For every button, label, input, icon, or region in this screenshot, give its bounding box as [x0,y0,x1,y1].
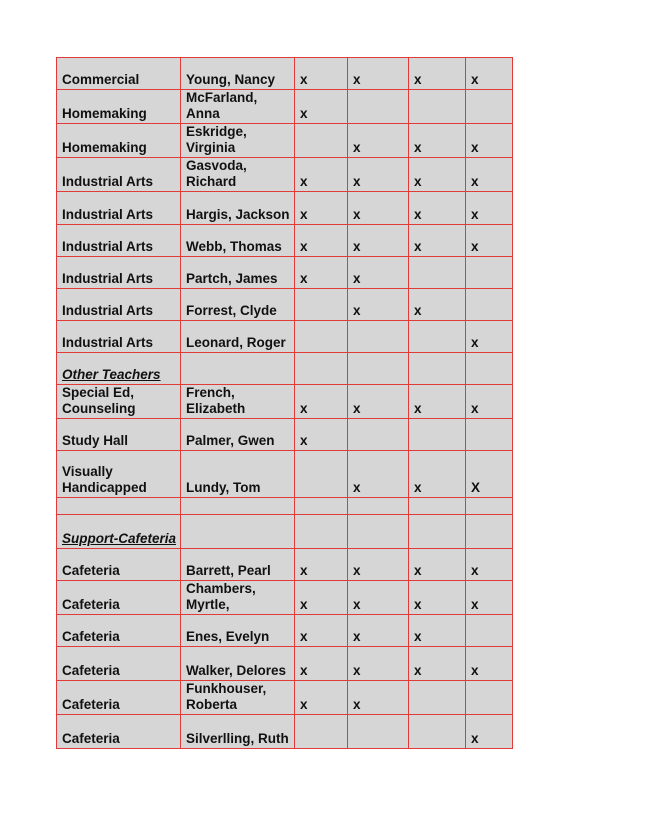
mark-cell [466,90,513,124]
mark-cell: x [409,385,466,419]
mark-cell: x [348,647,409,681]
mark-cell: x [409,124,466,158]
staff-name-cell: McFarland, Anna [181,90,295,124]
section-row [57,353,513,385]
mark-cell: x [348,158,409,192]
mark-cell: x [466,58,513,90]
department-cell: Industrial Arts [57,192,181,225]
table-row [57,615,513,647]
empty-cell [466,515,513,549]
mark-cell: x [295,225,348,257]
mark-cell: x [348,289,409,321]
mark-cell: x [409,225,466,257]
mark-cell [409,681,466,715]
empty-cell [409,498,466,515]
table-row [57,549,513,581]
mark-cell: x [409,158,466,192]
empty-cell [181,498,295,515]
empty-cell [181,515,295,549]
table-row [57,58,513,90]
mark-cell: x [466,385,513,419]
department-cell: Commercial [57,58,181,90]
staff-name-cell: Eskridge, Virginia [181,124,295,158]
mark-cell [466,681,513,715]
mark-cell: x [409,58,466,90]
table-row [57,90,513,124]
mark-cell [409,90,466,124]
staff-name-cell: Chambers, Myrtle, [181,581,295,615]
empty-cell [466,353,513,385]
mark-cell: x [348,549,409,581]
department-cell: Industrial Arts [57,257,181,289]
mark-cell [295,321,348,353]
mark-cell: x [295,58,348,90]
mark-cell: x [348,451,409,498]
empty-cell [295,353,348,385]
mark-cell [466,615,513,647]
mark-cell: x [466,158,513,192]
mark-cell: x [348,581,409,615]
mark-cell: x [409,289,466,321]
staff-roster-table [56,57,513,749]
mark-cell: x [466,581,513,615]
staff-name-cell: Hargis, Jackson [181,192,295,225]
table-row [57,681,513,715]
table-row [57,385,513,419]
mark-cell [295,124,348,158]
mark-cell: x [295,257,348,289]
mark-cell: x [295,681,348,715]
department-cell: Cafeteria [57,715,181,749]
mark-cell: x [295,385,348,419]
mark-cell [348,90,409,124]
empty-cell [348,353,409,385]
mark-cell: x [295,192,348,225]
staff-name-cell: Leonard, Roger [181,321,295,353]
mark-cell [295,715,348,749]
department-cell: Cafeteria [57,581,181,615]
mark-cell: x [348,225,409,257]
table-row [57,192,513,225]
section-row [57,515,513,549]
department-cell: Industrial Arts [57,225,181,257]
mark-cell: x [466,192,513,225]
mark-cell [348,321,409,353]
department-cell: Cafeteria [57,681,181,715]
section-label: Support-Cafeteria [57,515,181,549]
staff-name-cell: Lundy, Tom [181,451,295,498]
department-cell: Cafeteria [57,549,181,581]
table-row [57,419,513,451]
department-cell: Special Ed, Counseling [57,385,181,419]
mark-cell [409,419,466,451]
table-row [57,451,513,498]
table-row [57,257,513,289]
staff-name-cell: Silverlling, Ruth [181,715,295,749]
mark-cell [295,451,348,498]
department-cell: Study Hall [57,419,181,451]
empty-cell [295,498,348,515]
mark-cell [409,321,466,353]
empty-cell [409,353,466,385]
department-cell: Homemaking [57,124,181,158]
table-row [57,158,513,192]
mark-cell [409,715,466,749]
staff-name-cell: Palmer, Gwen [181,419,295,451]
mark-cell: X [466,451,513,498]
table-row [57,647,513,681]
empty-cell [348,515,409,549]
mark-cell: x [348,257,409,289]
staff-name-cell: French, Elizabeth [181,385,295,419]
mark-cell: x [466,124,513,158]
mark-cell: x [295,158,348,192]
mark-cell: x [409,581,466,615]
mark-cell: x [466,715,513,749]
mark-cell [348,419,409,451]
mark-cell: x [466,549,513,581]
empty-cell [57,498,181,515]
staff-name-cell: Webb, Thomas [181,225,295,257]
mark-cell: x [466,321,513,353]
staff-name-cell: Barrett, Pearl [181,549,295,581]
staff-name-cell: Funkhouser, Roberta [181,681,295,715]
mark-cell: x [348,124,409,158]
mark-cell: x [295,549,348,581]
staff-name-cell: Enes, Evelyn [181,615,295,647]
mark-cell [466,419,513,451]
table-row [57,321,513,353]
mark-cell: x [348,385,409,419]
table-row [57,124,513,158]
mark-cell: x [348,615,409,647]
table-row [57,715,513,749]
mark-cell [295,289,348,321]
department-cell: Cafeteria [57,647,181,681]
mark-cell: x [295,581,348,615]
department-cell: Visually Handicapped [57,451,181,498]
empty-cell [348,498,409,515]
mark-cell: x [409,192,466,225]
department-cell: Industrial Arts [57,321,181,353]
mark-cell: x [348,681,409,715]
mark-cell: x [466,225,513,257]
mark-cell: x [295,90,348,124]
mark-cell: x [409,451,466,498]
department-cell: Cafeteria [57,615,181,647]
staff-name-cell: Gasvoda, Richard [181,158,295,192]
mark-cell [348,715,409,749]
mark-cell: x [295,647,348,681]
mark-cell: x [348,58,409,90]
table-row [57,225,513,257]
roster-body [57,58,513,749]
staff-name-cell: Walker, Delores [181,647,295,681]
mark-cell: x [466,647,513,681]
mark-cell [409,257,466,289]
empty-cell [466,498,513,515]
empty-cell [295,515,348,549]
mark-cell: x [409,549,466,581]
staff-name-cell: Partch, James [181,257,295,289]
mark-cell: x [295,615,348,647]
mark-cell: x [409,615,466,647]
section-label: Other Teachers [57,353,181,385]
blank-row [57,498,513,515]
mark-cell: x [409,647,466,681]
table-row [57,581,513,615]
mark-cell [466,257,513,289]
empty-cell [409,515,466,549]
empty-cell [181,353,295,385]
mark-cell: x [348,192,409,225]
mark-cell [466,289,513,321]
table-row [57,289,513,321]
staff-name-cell: Young, Nancy [181,58,295,90]
department-cell: Industrial Arts [57,158,181,192]
department-cell: Homemaking [57,90,181,124]
staff-name-cell: Forrest, Clyde [181,289,295,321]
mark-cell: x [295,419,348,451]
department-cell: Industrial Arts [57,289,181,321]
